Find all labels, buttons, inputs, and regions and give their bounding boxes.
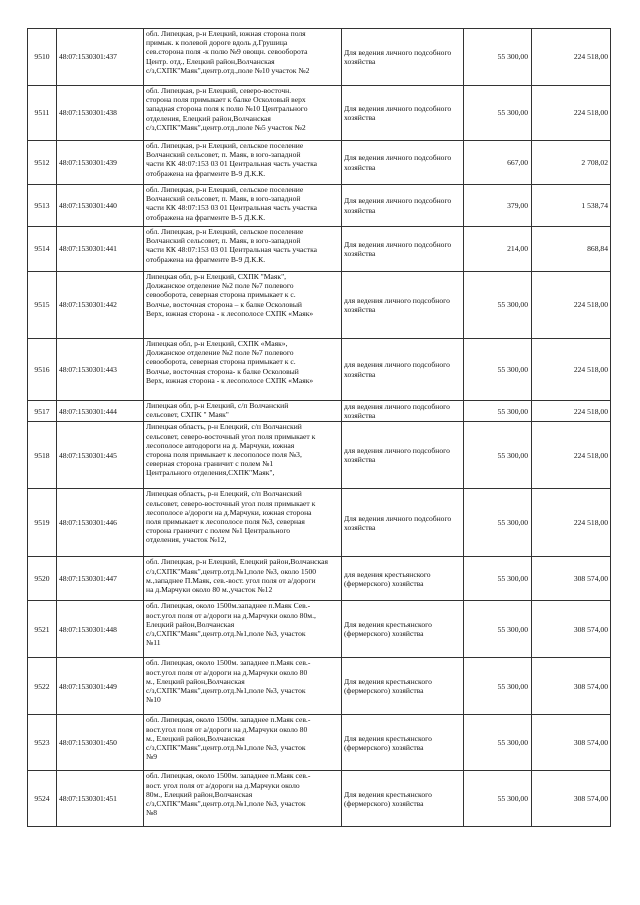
location-line: №9: [146, 752, 158, 762]
location-line: вост.угол поля от а/дороги на д.Марчуки около 80м.,: [146, 610, 316, 620]
location-line: вост.угол поля от а/дороги на д.Марчуки около 80: [146, 667, 308, 677]
location-line: Волчанский сельсовет, п. Маяк, в юго-западной: [146, 194, 301, 204]
permitted-use-cell: для ведения личного подсобного хозяйства: [342, 339, 464, 401]
table-row: [28, 185, 611, 227]
record-number-cell: 9518: [28, 422, 57, 489]
permitted-use-cell: для ведения крестьянского (фермерского) хозяйства: [342, 557, 464, 601]
location-line: сельсовет, северо-восточный угол поля примыкает к: [146, 498, 316, 508]
location-line: северная сторона граничит с полем №1: [146, 459, 274, 469]
record-number-cell: 9514: [28, 227, 57, 272]
cadastral-number-cell: 48:07:1530301:450: [57, 715, 144, 771]
location-line: с/з,СХПК"Маяк",центр.отд.№1,поле №3, участок: [146, 686, 306, 696]
location-line: части КК 48:07:153 03 01 Центральная часть участка: [146, 203, 318, 213]
location-line: лесополосе автодороги на д. Марчуки, южная: [146, 440, 295, 450]
location-line: Волчанский сельсовет, п. Маяк, в юго-западной: [146, 236, 301, 246]
cadastral-value-cell: 224 518,00: [532, 272, 611, 339]
location-line: обл. Липецкая, около 1500м. западнее п.Маяк сев.-: [146, 658, 311, 668]
table-row: [28, 86, 611, 141]
location-line: сторона поля примыкает к балке Осколовый верх: [146, 95, 306, 105]
location-line: сев.сторона поля -к полю №9 овощн. севооборота: [146, 47, 308, 57]
location-line: Липецкая обл, р-н Елецкий, с/п Волчанский: [146, 401, 289, 410]
permitted-use-cell: Для ведения крестьянского (фермерского) хозяйства: [342, 771, 464, 827]
cadastral-number-cell: 48:07:1530301:442: [57, 272, 144, 339]
location-line: обл. Липецкая, р-н Елецкий, Елецкий район,Волчанская: [146, 557, 328, 567]
location-line: Липецкая область, р-н Елецкий, с/п Волчанский: [146, 489, 302, 499]
location-line: №10: [146, 695, 161, 705]
area-cell: 667,00: [464, 141, 532, 185]
permitted-use-cell: для ведения личного подсобного хозяйства: [342, 272, 464, 339]
cadastral-value-cell: 308 574,00: [532, 771, 611, 827]
cadastral-number-cell: 48:07:1530301:444: [57, 401, 144, 422]
table-row: [28, 771, 611, 827]
location-line: с/з,СХПК"Маяк",центр.отд.№1,поле №3, участок: [146, 743, 306, 753]
area-cell: 55 300,00: [464, 771, 532, 827]
cadastral-value-cell: 224 518,00: [532, 86, 611, 141]
location-line: Центр. отд., Елецкий район,Волчанская: [146, 56, 275, 66]
permitted-use-cell: Для ведения личного подсобного хозяйства: [342, 227, 464, 272]
cadastral-number-cell: 48:07:1530301:446: [57, 489, 144, 557]
cadastral-number-cell: 48:07:1530301:445: [57, 422, 144, 489]
location-line: Липецкая обл, р-н Елецкий, СХПК «Маяк»,: [146, 339, 288, 348]
land-plot-rows: [28, 29, 611, 827]
cadastral-value-cell: 308 574,00: [532, 557, 611, 601]
location-cell: [144, 422, 342, 489]
location-line: обл. Липецкая, р-н Елецкий, сельское поселение: [146, 227, 304, 236]
location-line: Волчье, восточная сторона- к балке Осколовый: [146, 366, 299, 376]
cadastral-number-cell: 48:07:1530301:440: [57, 185, 144, 227]
location-line: части КК 48:07:153 03 01 Центральная часть участка: [146, 245, 318, 255]
location-line: отделения, участок №12,: [146, 535, 227, 545]
record-number-cell: 9516: [28, 339, 57, 401]
area-cell: 55 300,00: [464, 29, 532, 86]
record-number-cell: 9520: [28, 557, 57, 601]
record-number-cell: 9519: [28, 489, 57, 557]
cadastral-number-cell: 48:07:1530301:439: [57, 141, 144, 185]
cadastral-value-cell: 224 518,00: [532, 29, 611, 86]
location-cell: [144, 227, 342, 272]
location-line: поля примыкает к лесополосе поля №3, северная: [146, 517, 305, 527]
location-cell: [144, 557, 342, 601]
location-cell: [144, 185, 342, 227]
location-line: на д.Марчуки около 80 м.,участок №12: [146, 585, 273, 595]
location-cell: [144, 141, 342, 185]
record-number-cell: 9513: [28, 185, 57, 227]
location-line: севооборота, северная сторона примыкает к с.: [146, 290, 296, 300]
area-cell: 55 300,00: [464, 601, 532, 658]
location-cell: [144, 29, 342, 86]
location-cell: [144, 601, 342, 658]
table-row: [28, 272, 611, 339]
permitted-use-cell: Для ведения крестьянского (фермерского) хозяйства: [342, 715, 464, 771]
permitted-use-cell: Для ведения личного подсобного хозяйства: [342, 29, 464, 86]
location-cell: [144, 339, 342, 401]
table-row: [28, 422, 611, 489]
record-number-cell: 9510: [28, 29, 57, 86]
table-row: [28, 141, 611, 185]
record-number-cell: 9511: [28, 86, 57, 141]
location-line: отображена на фрагменте В-5 Д.К.К.: [146, 212, 266, 222]
location-cell: [144, 771, 342, 827]
table-row: [28, 29, 611, 86]
record-number-cell: 9515: [28, 272, 57, 339]
location-line: отображена на фрагменте В-9 Д.К.К.: [146, 254, 266, 264]
location-line: вост.угол поля от а/дороги на д.Марчуки около 80: [146, 724, 308, 734]
permitted-use-cell: Для ведения крестьянского (фермерского) хозяйства: [342, 658, 464, 715]
permitted-use-cell: Для ведения личного подсобного хозяйства: [342, 141, 464, 185]
cadastral-value-cell: 308 574,00: [532, 601, 611, 658]
area-cell: 55 300,00: [464, 557, 532, 601]
table-row: [28, 401, 611, 422]
record-number-cell: 9524: [28, 771, 57, 827]
location-line: Волчанский сельсовет, п. Маяк, в юго-западной: [146, 150, 301, 160]
location-line: Должанское отделение №2 поле №7 полевого: [146, 348, 294, 358]
location-line: сторона граничит с полем №1 Центрального: [146, 526, 291, 536]
record-number-cell: 9522: [28, 658, 57, 715]
record-number-cell: 9523: [28, 715, 57, 771]
area-cell: 55 300,00: [464, 422, 532, 489]
location-line: Верх, южная сторона - к лесополосе СХПК «Маяк»: [146, 308, 314, 318]
location-line: обл. Липецкая, р-н Елецкий, северо-восточн.: [146, 86, 292, 95]
land-plot-registry-page: [27, 28, 610, 827]
cadastral-value-cell: 308 574,00: [532, 658, 611, 715]
location-line: с/з,СХПК"Маяк",центр.отд.№1,поле №3, участок: [146, 629, 306, 639]
location-cell: [144, 658, 342, 715]
table-row: [28, 601, 611, 658]
area-cell: 55 300,00: [464, 658, 532, 715]
cadastral-number-cell: 48:07:1530301:448: [57, 601, 144, 658]
permitted-use-cell: для ведения личного подсобного хозяйства: [342, 401, 464, 422]
area-cell: 55 300,00: [464, 489, 532, 557]
cadastral-value-cell: 224 518,00: [532, 401, 611, 422]
location-line: м.,западнее П.Маяк, сев.-вост. угол поля от а/дороги: [146, 575, 316, 585]
location-cell: [144, 401, 342, 422]
location-line: Центрального отделения,СХПК"Маяк",: [146, 468, 275, 478]
location-cell: [144, 489, 342, 557]
cadastral-value-cell: 308 574,00: [532, 715, 611, 771]
cadastral-number-cell: 48:07:1530301:441: [57, 227, 144, 272]
permitted-use-cell: для ведения личного подсобного хозяйства: [342, 422, 464, 489]
cadastral-value-cell: 2 708,02: [532, 141, 611, 185]
cadastral-value-cell: 224 518,00: [532, 339, 611, 401]
permitted-use-cell: Для ведения личного подсобного хозяйства: [342, 185, 464, 227]
cadastral-value-cell: 868,84: [532, 227, 611, 272]
cadastral-value-cell: 224 518,00: [532, 489, 611, 557]
area-cell: 214,00: [464, 227, 532, 272]
table-row: [28, 339, 611, 401]
permitted-use-cell: Для ведения личного подсобного хозяйства: [342, 86, 464, 141]
cadastral-number-cell: 48:07:1530301:438: [57, 86, 144, 141]
location-line: с/з,СХПК"Маяк",центр.отд.№1,поле №3, участок: [146, 799, 306, 809]
location-line: лесополосе а/дороги на д.Марчуки, южная сторона: [146, 507, 312, 517]
location-cell: [144, 715, 342, 771]
area-cell: 55 300,00: [464, 339, 532, 401]
table-row: [28, 489, 611, 557]
location-line: обл. Липецкая, р-н Елецкий, сельское поселение: [146, 185, 304, 194]
record-number-cell: 9521: [28, 601, 57, 658]
location-line: Липецкая обл, р-н Елецкий, СХПК "Маяк",: [146, 272, 287, 281]
location-line: Верх, южная сторона - к лесополосе СХПК «Маяк»: [146, 375, 314, 385]
location-line: отображена на фрагменте В-9 Д.К.К.: [146, 168, 266, 178]
location-line: с/з,СХПК"Маяк",центр.отд.,поле №5 участок №2: [146, 122, 306, 132]
location-line: обл. Липецкая, р-н Елецкий, южная сторона поля: [146, 29, 306, 38]
permitted-use-cell: Для ведения личного подсобного хозяйства: [342, 489, 464, 557]
location-line: отделения, Елецкий район,Волчанская: [146, 113, 271, 123]
area-cell: 55 300,00: [464, 401, 532, 422]
table-row: [28, 227, 611, 272]
cadastral-number-cell: 48:07:1530301:449: [57, 658, 144, 715]
location-line: обл. Липецкая, около 1500м.западнее п.Маяк Сев.-: [146, 601, 311, 611]
cadastral-number-cell: 48:07:1530301:443: [57, 339, 144, 401]
permitted-use-cell: Для ведения крестьянского (фермерского) хозяйства: [342, 601, 464, 658]
location-line: западная сторона поля к полю №10 Центрального: [146, 104, 308, 114]
cadastral-number-cell: 48:07:1530301:437: [57, 29, 144, 86]
cadastral-value-cell: 224 518,00: [532, 422, 611, 489]
location-line: Волчье, восточная сторона – к балке Осколовый: [146, 299, 303, 309]
location-line: обл. Липецкая, около 1500м. западнее п.Маяк сев.-: [146, 715, 311, 725]
location-line: №11: [146, 638, 161, 648]
location-line: примык. к полевой дороге вдоль д.Грушица: [146, 38, 288, 48]
location-line: Должанское отделение №2 поле №7 полевого: [146, 281, 294, 291]
location-line: №8: [146, 808, 158, 818]
area-cell: 55 300,00: [464, 272, 532, 339]
location-line: севооборота, северная сторона примыкает к с.: [146, 357, 296, 367]
location-line: части КК 48:07:153 03 01 Центральная часть участка: [146, 159, 318, 169]
table-row: [28, 557, 611, 601]
location-line: Елецкий район,Волчанская: [146, 619, 235, 629]
location-line: обл. Липецкая, около 1500м. западнее п.Маяк сев.-: [146, 771, 311, 781]
table-row: [28, 715, 611, 771]
area-cell: 55 300,00: [464, 86, 532, 141]
location-line: сельсовет, северо-восточный угол поля примыкает к: [146, 431, 316, 441]
location-line: с/з,СХПК"Маяк",центр.отд.№1,поле №3, около 1500: [146, 566, 317, 576]
location-cell: [144, 272, 342, 339]
location-line: сторона поля примыкает к лесополосе поля №3,: [146, 450, 302, 460]
record-number-cell: 9512: [28, 141, 57, 185]
record-number-cell: 9517: [28, 401, 57, 422]
location-line: вост. угол поля от а/дороги на д.Марчуки около: [146, 780, 300, 790]
location-line: сельсовет, СХПК " Маяк": [146, 410, 229, 420]
area-cell: 55 300,00: [464, 715, 532, 771]
cadastral-value-cell: 1 538,74: [532, 185, 611, 227]
table-row: [28, 658, 611, 715]
location-line: м., Елецкий район,Волчанская: [146, 676, 245, 686]
location-line: м., Елецкий район,Волчанская: [146, 733, 245, 743]
cadastral-number-cell: 48:07:1530301:451: [57, 771, 144, 827]
location-line: с/з,СХПК"Маяк",центр.отд.,поле №10 участок №2: [146, 65, 310, 75]
location-line: обл. Липецкая, р-н Елецкий, сельское поселение: [146, 141, 304, 150]
cadastral-number-cell: 48:07:1530301:447: [57, 557, 144, 601]
area-cell: 379,00: [464, 185, 532, 227]
land-plot-table: [27, 28, 611, 827]
location-line: Липецкая область, р-н Елецкий, с/п Волчанский: [146, 422, 302, 432]
location-line: 80м., Елецкий район,Волчанская: [146, 789, 253, 799]
location-cell: [144, 86, 342, 141]
